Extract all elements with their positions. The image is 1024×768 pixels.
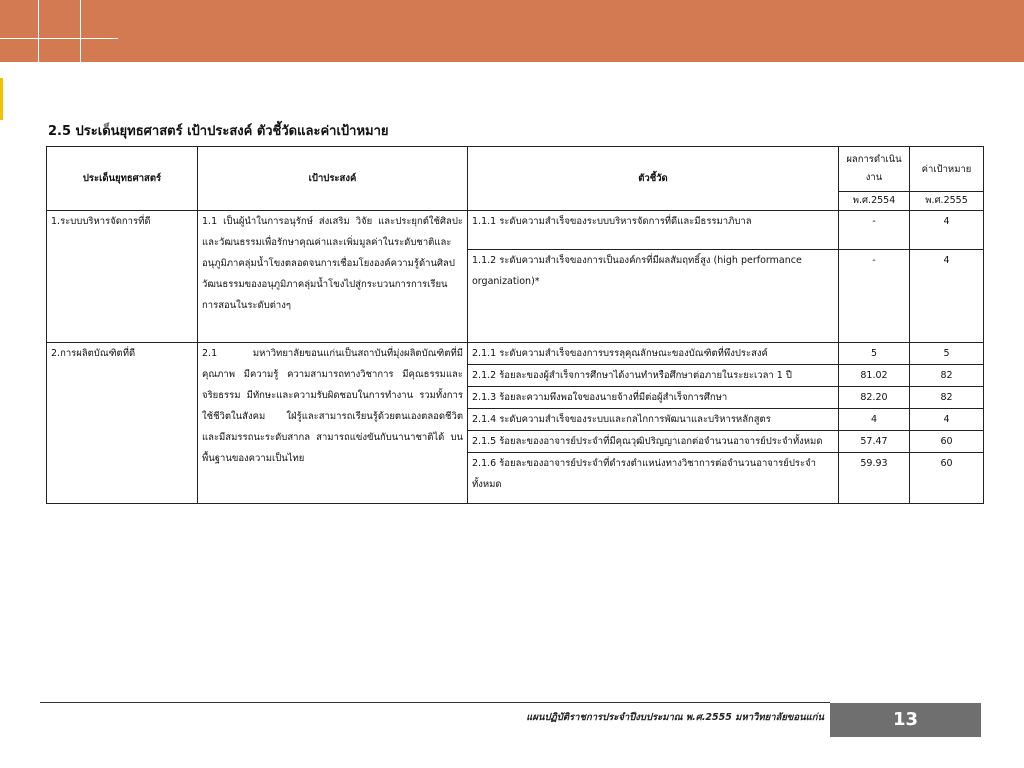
section-title: 2.5 ประเด็นยุทธศาสตร์ เป้าประสงค์ ตัวชี้วัดและค่าเป้าหมาย: [48, 124, 389, 139]
indicator-cell: 2.1.3 ร้อยละความพึงพอใจของนายจ้างที่มีต่อผู้สำเร็จการศึกษา: [468, 387, 839, 409]
indicator-cell: 1.1.2 ระดับความสำเร็จของการเป็นองค์กรที่มีผลสัมฤทธิ์สูง (high performance organization)*: [468, 250, 839, 343]
target-cell: 60: [910, 431, 984, 453]
header-target: ค่าเป้าหมาย: [910, 147, 984, 192]
footer-divider: [40, 702, 830, 703]
header-band-line: [0, 38, 118, 39]
goal-cell: 1.1 เป็นผู้นำในการอนุรักษ์ ส่งเสริม วิจัย และประยุกต์ใช้ศิลปะและวัฒนธรรมเพื่อรักษาคุณค่าและเพิ่มมูลค่าในระดับชาติและอนุภูมิภาคลุ่มน้ำโขงตลอดจนการเชื่อมโยงองค์ความรู้ด้านศิลปวัฒนธรรมของอนุภูมิภาคลุ่มน้ำโขงไปสู่กระบวนการการเรียนการสอนในระดับต่างๆ: [198, 211, 468, 343]
header-year-target: พ.ศ.2555: [910, 192, 984, 211]
side-accent-mark: [0, 78, 3, 120]
header-goal: เป้าประสงค์: [198, 147, 468, 211]
indicator-cell: 2.1.4 ระดับความสำเร็จของระบบและกลไกการพัฒนาและบริหารหลักสูตร: [468, 409, 839, 431]
indicator-cell: 1.1.1 ระดับความสำเร็จของระบบบริหารจัดการที่ดีและมีธรรมาภิบาล: [468, 211, 839, 250]
strategy-cell: 2.การผลิตบัณฑิตที่ดี: [47, 343, 198, 504]
target-cell: 4: [910, 211, 984, 250]
indicator-cell: 2.1.5 ร้อยละของอาจารย์ประจำที่มีคุณวุฒิปริญญาเอกต่อจำนวนอาจารย์ประจำทั้งหมด: [468, 431, 839, 453]
result-cell: -: [839, 211, 910, 250]
result-cell: 57.47: [839, 431, 910, 453]
target-cell: 4: [910, 250, 984, 343]
header-year-result: พ.ศ.2554: [839, 192, 910, 211]
table-row: [47, 343, 984, 365]
result-cell: 4: [839, 409, 910, 431]
target-cell: 82: [910, 387, 984, 409]
table-header-row: [47, 147, 984, 192]
header-band-line: [80, 0, 81, 62]
target-cell: 60: [910, 453, 984, 504]
target-cell: 82: [910, 365, 984, 387]
target-cell: 4: [910, 409, 984, 431]
header-band-line: [38, 0, 39, 62]
result-cell: -: [839, 250, 910, 343]
result-cell: 82.20: [839, 387, 910, 409]
header-strategy: ประเด็นยุทธศาสตร์: [47, 147, 198, 211]
target-cell: 5: [910, 343, 984, 365]
indicator-cell: 2.1.6 ร้อยละของอาจารย์ประจำที่ดำรงตำแหน่งทางวิชาการต่อจำนวนอาจารย์ประจำทั้งหมด: [468, 453, 839, 504]
result-cell: 81.02: [839, 365, 910, 387]
goal-cell: 2.1 มหาวิทยาลัยขอนแก่นเป็นสถาบันที่มุ่งผลิตบัณฑิตที่มีคุณภาพ มีความรู้ ความสามารถทางวิชาการ มีคุณธรรมและจริยธรรม มีทักษะและความรับผิดชอบในการทำงาน รวมทั้งการใช้ชีวิตในสังคม ใฝ่รู้และสามารถเรียนรู้ด้วยตนเองตลอดชีวิต และมีสมรรถนะระดับสากล สามารถแข่งขันกับนานาชาติได้ บนพื้นฐานของความเป็นไทย: [198, 343, 468, 504]
result-cell: 5: [839, 343, 910, 365]
indicator-cell: 2.1.2 ร้อยละของผู้สำเร็จการศึกษาได้งานทำหรือศึกษาต่อภายในระยะเวลา 1 ปี: [468, 365, 839, 387]
strategy-table: [46, 146, 984, 504]
header-band: [0, 0, 1024, 62]
header-result: ผลการดำเนินงาน: [839, 147, 910, 192]
page-number: 13: [830, 703, 981, 737]
strategy-cell: 1.ระบบบริหารจัดการที่ดี: [47, 211, 198, 343]
header-indicator: ตัวชี้วัด: [468, 147, 839, 211]
footer-text: แผนปฏิบัติราชการประจำปีงบประมาณ พ.ศ.2555 มหาวิทยาลัยขอนแก่น: [526, 712, 824, 723]
indicator-cell: 2.1.1 ระดับความสำเร็จของการบรรลุคุณลักษณะของบัณฑิตที่พึงประสงค์: [468, 343, 839, 365]
result-cell: 59.93: [839, 453, 910, 504]
table-row: [47, 211, 984, 250]
